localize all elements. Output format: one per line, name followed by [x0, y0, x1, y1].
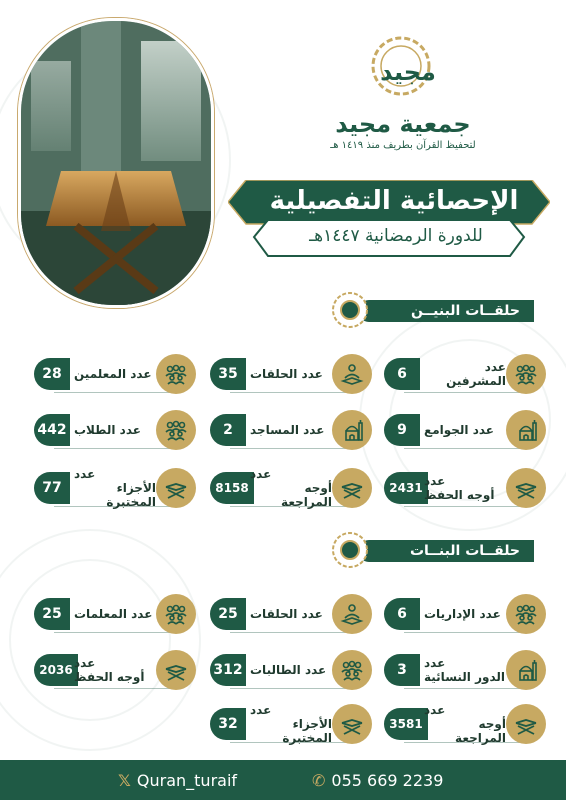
group-icon	[156, 410, 196, 450]
phone-icon: ✆	[312, 770, 326, 790]
stat-card-administrators	[384, 594, 546, 634]
stat-value: 2036	[34, 654, 78, 686]
stat-label: عدد المعلمات	[74, 607, 153, 621]
group-icon	[332, 650, 372, 690]
stat-value: 77	[34, 472, 70, 504]
organization-tagline: لتحفيظ القرآن بطريف منذ ١٤١٩ هـ	[330, 140, 476, 151]
stat-value: 25	[210, 598, 246, 630]
stat-card-grand-mosques	[384, 410, 546, 450]
stat-value: 312	[210, 654, 246, 686]
mosque-icon	[506, 650, 546, 690]
stat-value: 35	[210, 358, 246, 390]
reader-icon	[332, 354, 372, 394]
stat-card-supervisors	[384, 354, 546, 394]
quran-stand-icon	[506, 704, 546, 744]
mosque-icon	[506, 410, 546, 450]
group-icon	[506, 594, 546, 634]
stat-label: عدد المشرفين	[446, 360, 506, 388]
group-icon	[506, 354, 546, 394]
stat-label: عدد الإداريات	[424, 607, 501, 621]
stat-value: 9	[384, 414, 420, 446]
page-title: الإحصائية التفصيلية	[269, 186, 519, 216]
quran-stand-icon	[506, 468, 546, 508]
x-handle: Quran_turaif	[136, 770, 238, 790]
stat-label: عدد الجوامع	[424, 423, 494, 437]
stat-label-line1: عدد	[424, 656, 446, 670]
stat-label-line1: عدد	[74, 467, 96, 481]
quran-stand-icon	[156, 650, 196, 690]
stat-label: عدد المعلمين	[74, 367, 152, 381]
girls-section-header	[330, 536, 534, 566]
stat-value: 28	[34, 358, 70, 390]
stat-value: 32	[210, 708, 246, 740]
stat-label-line2: أوجه المراجعة	[455, 717, 506, 745]
phone-link[interactable]	[312, 770, 443, 790]
stat-card-review-pages	[384, 704, 546, 744]
quran-stand-icon	[332, 468, 372, 508]
stat-card-memorization-pages	[384, 468, 546, 508]
stat-label-line1: عدد	[74, 656, 96, 670]
stat-value: 442	[34, 414, 70, 446]
reader-icon	[332, 594, 372, 634]
stat-value: 3	[384, 654, 420, 686]
stat-label: عدد المساجد	[250, 423, 325, 437]
organization-name: جمعية مجيد	[335, 110, 471, 138]
stat-label: عدد الحلقات	[250, 367, 323, 381]
quran-stand-icon	[156, 468, 196, 508]
stat-label-line2: أوجه الحفظ	[74, 670, 145, 684]
stat-label-line2: أوجه الحفظ	[424, 488, 495, 502]
stat-card-mosques	[210, 410, 372, 450]
stat-value: 25	[34, 598, 70, 630]
stat-label: عدد الطلاب	[74, 423, 141, 437]
group-icon	[156, 354, 196, 394]
stat-label-line2: الدور النسائية	[424, 670, 506, 684]
stat-label-line1: عدد	[424, 703, 446, 717]
stat-card-female-students	[210, 650, 372, 690]
stat-value: 6	[384, 358, 420, 390]
organization-logo	[318, 28, 488, 151]
quran-stand-photo	[18, 18, 214, 308]
stat-value: 2	[210, 414, 246, 446]
title-banner	[228, 180, 550, 262]
stat-card-teachers	[34, 354, 196, 394]
x-handle-link[interactable]	[118, 770, 237, 790]
stat-card-women-centers	[384, 650, 546, 690]
stat-card-tested-parts	[210, 704, 372, 744]
stat-card-memorization-pages	[34, 650, 196, 690]
stat-value: 8158	[210, 472, 254, 504]
section-emblem-icon	[330, 290, 370, 330]
stat-card-circles	[210, 354, 372, 394]
stat-label-line2: الأجزاء المختبرة	[106, 481, 156, 509]
section-emblem-icon	[330, 530, 370, 570]
stat-label-line1: عدد	[424, 474, 446, 488]
stat-label: عدد الحلقات	[250, 607, 323, 621]
stat-card-review-pages	[210, 468, 372, 508]
stat-card-students	[34, 410, 196, 450]
stat-label-line2: أوجه المراجعة	[281, 481, 332, 509]
stat-card-circles	[210, 594, 372, 634]
boys-section-title: حلقــات البنيــن	[358, 300, 534, 322]
logo-calligraphy: مجيد	[380, 58, 436, 86]
stat-card-tested-parts	[34, 468, 196, 508]
stat-card-female-teachers	[34, 594, 196, 634]
stat-value: 3581	[384, 708, 428, 740]
stat-label-line2: الأجزاء المختبرة	[282, 717, 332, 745]
group-icon	[156, 594, 196, 634]
boys-section-header	[330, 296, 534, 326]
quran-stand-icon	[332, 704, 372, 744]
footer-bar	[0, 760, 566, 800]
stat-value: 2431	[384, 472, 428, 504]
girls-section-title: حلقــات البنــات	[358, 540, 534, 562]
stat-label-line1: عدد	[250, 703, 272, 717]
stat-label-line1: عدد	[250, 467, 272, 481]
mosque-icon	[332, 410, 372, 450]
x-logo-icon: 𝕏	[118, 770, 131, 790]
page-subtitle: للدورة الرمضانية ١٤٤٧هـ	[309, 226, 483, 246]
phone-number: 055 669 2239	[331, 770, 444, 790]
stat-value: 6	[384, 598, 420, 630]
stat-label: عدد الطالبات	[250, 663, 327, 677]
